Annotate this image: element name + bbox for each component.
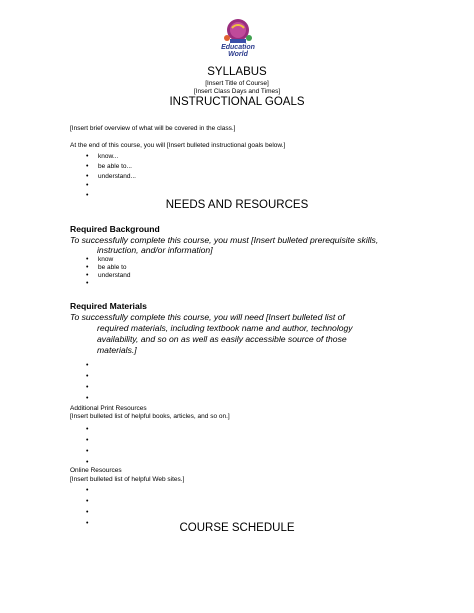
goals-overview: [Insert brief overview of what will be covered in the class.] [70,125,236,132]
goals-bullet: • be able to... [86,162,136,172]
background-text-line1: To successfully complete this course, you must [Insert bulleted prerequisite skills, [70,235,379,245]
logo-text [206,44,270,58]
required-materials-heading: Required Materials [70,301,147,311]
materials-text-line3: availability, and so on as well as easily accessible source of those [97,334,347,344]
print-resources-text: [Insert bulleted list of helpful books, articles, and so on.] [70,413,230,420]
background-bullet [86,280,131,288]
materials-bullet-list [86,360,98,404]
materials-bullet [86,371,98,382]
instructional-goals-heading: INSTRUCTIONAL GOALS [169,96,305,108]
print-resources-heading: Additional Print Resources [70,405,147,412]
logo-line2: World [228,51,248,58]
logo-line1: Education [221,44,255,51]
online-bullet [86,485,98,496]
needs-resources-heading: NEEDS AND RESOURCES [165,199,309,211]
online-resources-heading: Online Resources [70,467,122,474]
background-text-line2: instruction, and/or information] [97,245,213,255]
goals-bullet: • know... [86,152,136,162]
class-days-placeholder: [Insert Class Days and Times] [193,88,281,95]
background-bullet: • be able to [86,264,131,272]
goals-bullet [86,181,136,191]
print-bullet-list [86,424,98,468]
background-bullet-list [86,256,131,288]
goals-intro: At the end of this course, you will [Insert bulleted instructional goals below.] [70,142,286,149]
online-bullet [86,507,98,518]
online-bullet [86,496,98,507]
materials-text-line1: To successfully complete this course, you will need [Insert bulleted list of [70,312,345,322]
required-background-heading: Required Background [70,224,160,234]
background-bullet: • understand [86,272,131,280]
course-title-placeholder: [Insert Title of Course] [205,80,269,87]
syllabus-title: SYLLABUS [207,66,267,78]
goals-bullet-list [86,152,136,201]
goals-bullet: • understand... [86,172,136,182]
materials-text-line4: materials.] [97,345,137,355]
background-bullet: • know [86,256,131,264]
materials-bullet [86,360,98,371]
print-bullet [86,446,98,457]
materials-bullet [86,393,98,404]
online-resources-text: [Insert bulleted list of helpful Web sites.] [70,476,185,483]
print-bullet [86,424,98,435]
materials-text-line2: required materials, including textbook name and author, technology [97,323,353,333]
course-schedule-heading: COURSE SCHEDULE [179,522,295,534]
materials-bullet [86,382,98,393]
print-bullet [86,435,98,446]
